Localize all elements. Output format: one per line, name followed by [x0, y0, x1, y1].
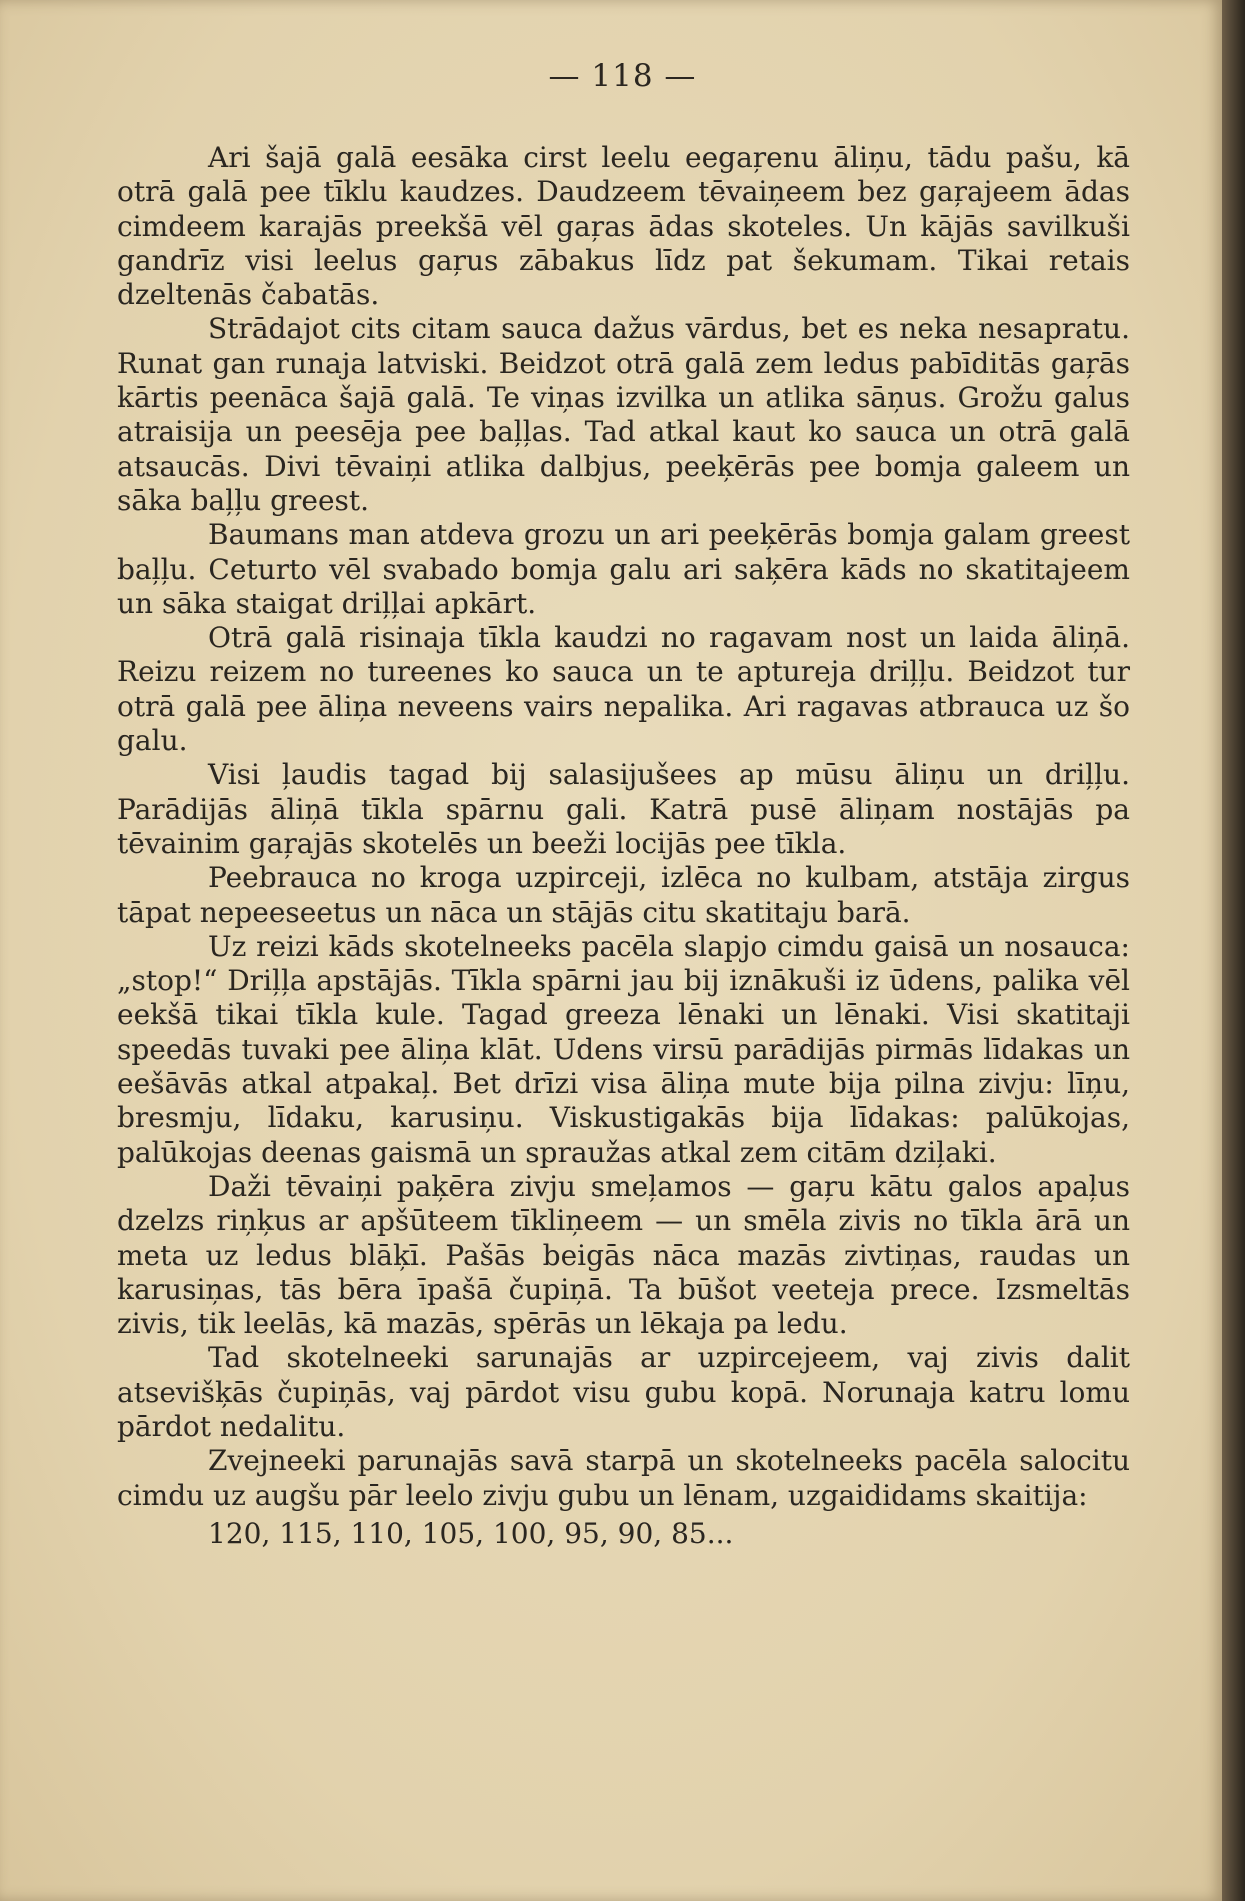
book-spine-shadow — [1222, 0, 1245, 1901]
paragraph: Daži tēvaiņi paķēra zivju smeļamos — gaŗu kātu galos apaļus dzelzs riņķus ar apšūteem tīkliņeem — un smēla zivis no tīkla ārā un meta uz ledus blāķī. Pašās beigās nāca mazās zivtiņas, raudas un karusiņas, tās bēra īpašā čupiņā. Ta būšot veeteja prece. Izsmeltās zivis, tik leelās, kā mazās, spērās un lēkaja pa ledu. — [117, 1169, 1130, 1341]
paragraph: Visi ļaudis tagad bij salasijušees ap mūsu āliņu un driļļu. Parādijās āliņā tīkla spārnu gali. Katrā pusē āliņam nostājās pa tēvainim gaŗajās skotelēs un beeži locijās pee tīkla. — [117, 758, 1130, 860]
paragraph: Otrā galā risinaja tīkla kaudzi no ragavam nost un laida āliņā. Reizu reizem no tureenes ko sauca un te aptureja driļļu. Beidzot tur otrā galā pee āliņa neveens vairs nepalika. Ari ragavas atbrauca uz šo galu. — [117, 621, 1130, 758]
counting-line: 120, 115, 110, 105, 100, 95, 90, 85... — [208, 1516, 734, 1550]
paragraph: Baumans man atdeva grozu un ari peeķērās bomja galam greest baļļu. Ceturto vēl svabado bomja galu ari saķēra kāds no skatitajeem un sāka staigat driļļai apkārt. — [117, 518, 1130, 620]
page-number: — 118 — — [548, 58, 697, 94]
paragraph: Tad skotelneeki sarunajās ar uzpircejeem, vaj zivis dalit atsevišķās čupiņās, vaj pārdot visu gubu kopā. Norunaja katru lomu pārdot nedalitu. — [117, 1341, 1130, 1443]
body-text — [117, 141, 1130, 1551]
paragraph: Strādajot cits citam sauca dažus vārdus, bet es neka nesapratu. Runat gan runaja latviski. Beidzot otrā galā zem ledus pabīditās gaŗās kārtis peenāca šajā galā. Te viņas izvilka un atlika sāņus. Grožu galus atraisija un peesēja pee baļļas. Tad atkal kaut ko sauca un otrā galā atsaucās. Divi tēvaiņi atlika dalbjus, peeķērās pee bomja galeem un sāka baļļu greest. — [117, 312, 1130, 517]
paragraph: Ari šajā galā eesāka cirst leelu eegaŗenu āliņu, tādu pašu, kā otrā galā pee tīklu kaudzes. Daudzeem tēvaiņeem bez gaŗajeem ādas cimdeem karajās preekšā vēl gaŗas ādas skoteles. Un kājās savilkuši gandrīz visi leelus gaŗus zābakus līdz pat šekumam. Tikai retais dzeltenās čabatās. — [117, 141, 1130, 312]
paragraph: Zvejneeki parunajās savā starpā un skotelneeks pacēla salocitu cimdu uz augšu pār leelo zivju gubu un lēnam, uzgaididams skaitija: — [117, 1444, 1130, 1512]
paragraph: Uz reizi kāds skotelneeks pacēla slapjo cimdu gaisā un nosauca: „stop!“ Driļļa apstājās. Tīkla spārni jau bij iznākuši iz ūdens, palika vēl eekšā tikai tīkla kule. Tagad greeza lēnaki un lēnaki. Visi skatitaji speedās tuvaki pee āliņa klāt. Udens virsū parādijās pirmās līdakas un eešāvās atkal atpakaļ. Bet drīzi visa āliņa mute bija pilna zivju: līņu, bresmju, līdaku, karusiņu. Viskustigakās bija līdakas: palūkojas, palūkojas deenas gaismā un spraužas atkal zem citām dziļaki. — [117, 929, 1130, 1169]
paragraph: Peebrauca no kroga uzpirceji, izlēca no kulbam, atstāja zirgus tāpat nepeeseetus un nāca un stājās citu skatitaju barā. — [117, 861, 1130, 929]
